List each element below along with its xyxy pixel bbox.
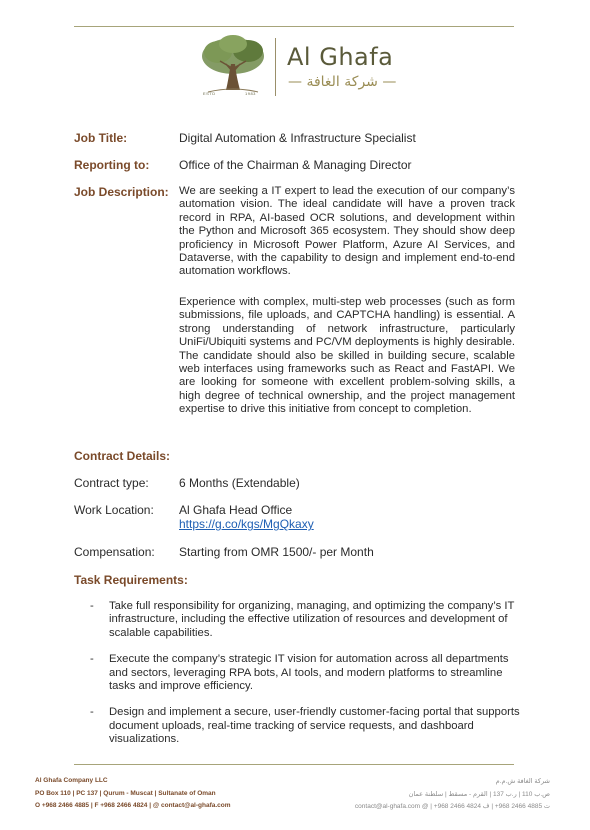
- task-item: [90, 653, 520, 693]
- company-name-ar: — شركة الغافة —: [288, 74, 397, 90]
- logo-divider: [275, 38, 276, 96]
- established-label: ESTD: [203, 91, 216, 96]
- job-title-label: Job Title:: [74, 131, 128, 145]
- work-location-value: Al Ghafa Head Office: [179, 503, 293, 517]
- job-description-paragraph-2: Experience with complex, multi-step web processes (such as form submissions, file uploads, and CAPTCHA handling) is essential. A strong understanding of network infrastructure, particularly UniFi/Ubiquiti systems and PC/VM deployments is highly desirable. The candidate should also be skilled in building secure, scalable web interfaces using frameworks such as React and FastAPI. We are looking for someone with excellent problem-solving skills, a high degree of technical ownership, and the project management expertise to drive this initiative from concept to completion.: [179, 296, 515, 416]
- reporting-to-value: Office of the Chairman & Managing Director: [179, 158, 412, 172]
- work-location-map-link[interactable]: https://g.co/kgs/MgQkaxy: [179, 517, 314, 531]
- task-requirements-heading: Task Requirements:: [74, 573, 188, 587]
- footer-contact-ar: ت 4885 2466 968+ | ف 4824 2466 968+ | @ contact@al-ghafa.com: [354, 803, 550, 810]
- footer-company-name-ar: شركة الغافة ش.م.م: [495, 778, 550, 785]
- job-title-value: Digital Automation & Infrastructure Specialist: [179, 131, 416, 145]
- contract-details-heading: Contract Details:: [74, 449, 171, 463]
- task-item: [90, 600, 520, 640]
- job-description-label: Job Description:: [74, 185, 169, 199]
- job-description-paragraph-1: We are seeking a IT expert to lead the execution of our company’s automation vision. The ideal candidate will have a proven track record in RPA, AI-based OCR solutions, and development within the Python and Microsoft 365 ecosystem. They should show deep proficiency in Microsoft Power Platform, Azure AI Services, and Dataverse, with the capability to design and implement end-to-end automation workflows.: [179, 185, 515, 278]
- company-name-en: Al Ghafa: [287, 43, 394, 71]
- task-item: [90, 706, 520, 746]
- contract-type-label: Contract type:: [74, 476, 149, 490]
- footer-address-ar: ص.ب 110 | ر.ب 137 | القرم - مسقط | سلطنة عمان: [408, 791, 550, 798]
- company-logo: [195, 34, 395, 104]
- compensation-value: Starting from OMR 1500/- per Month: [179, 545, 374, 559]
- bullet-dash: -: [90, 653, 94, 666]
- bullet-dash: -: [90, 706, 94, 719]
- contract-type-value: 6 Months (Extendable): [179, 476, 300, 490]
- task-item-text: Design and implement a secure, user-friendly customer-facing portal that supports document uploads, real-time tracking of service requests, and dashboard visualizations.: [109, 706, 520, 746]
- compensation-label: Compensation:: [74, 545, 155, 559]
- task-item-text: Take full responsibility for organizing, managing, and optimizing the company’s IT infrastructure, including the effective utilization of resources and development of scalable capabilities.: [109, 600, 515, 639]
- reporting-to-label: Reporting to:: [74, 158, 150, 172]
- work-location-label: Work Location:: [74, 503, 154, 517]
- footer-rule: [74, 764, 514, 765]
- footer-contact: O +968 2466 4885 | F +968 2466 4824 | @ contact@al-ghafa.com: [35, 802, 231, 809]
- footer-address: PO Box 110 | PC 137 | Qurum - Muscat | Sultanate of Oman: [35, 790, 216, 797]
- bullet-dash: -: [90, 600, 94, 612]
- established-year: 1983: [245, 91, 256, 96]
- footer-company-name: Al Ghafa Company LLC: [35, 777, 108, 784]
- task-item-text: Execute the company’s strategic IT vision for automation across all departments and sectors, leveraging RPA bots, AI tools, and modern platforms to streamline tasks and improve efficiency.: [109, 653, 509, 693]
- task-list: [90, 600, 520, 760]
- header-rule: [74, 26, 514, 27]
